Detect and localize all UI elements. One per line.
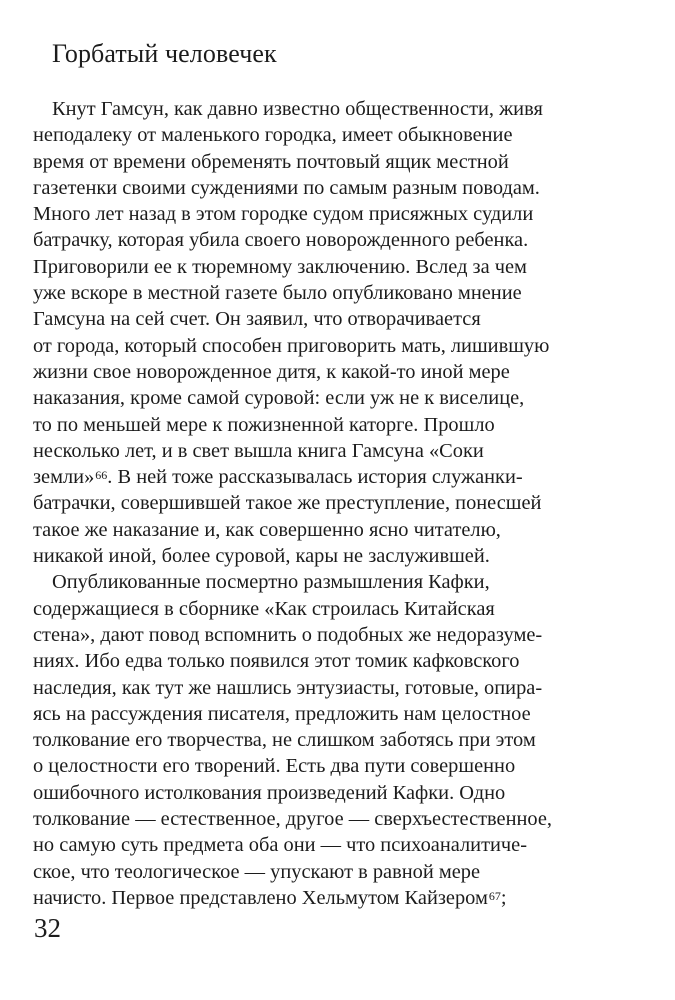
text-line: [33, 780, 643, 806]
line-text: начисто. Первое представлено Хельмутом Кайзером: [33, 886, 488, 909]
text-line: [33, 385, 643, 411]
line-text: ское, что теологическое — упускают в равной мере: [33, 860, 481, 883]
text-line: [33, 675, 643, 701]
line-text: ясь на рассуждения писателя, предложить нам целостное: [33, 702, 531, 725]
paragraph-first-line: [33, 569, 643, 595]
text-line: [33, 832, 643, 858]
text-line: [33, 885, 643, 911]
line-text: толкование — естественное, другое — сверхъестественное,: [33, 808, 553, 831]
line-text: наследия, как тут же нашлись энтузиасты, готовые, опира-: [33, 676, 543, 699]
page-number: 32: [34, 913, 61, 943]
line-text: жизни свое новорожденное дитя, к какой-то иной мере: [33, 360, 510, 383]
line-text: Приговорили ее к тюремному заключению. Вслед за чем: [33, 255, 527, 278]
text-line: [33, 306, 643, 332]
footnote-reference[interactable]: 67: [488, 888, 501, 903]
text-line: [33, 333, 643, 359]
line-text: Много лет назад в этом городке судом присяжных судили: [33, 203, 534, 226]
body-text: [33, 96, 643, 911]
text-line: [33, 701, 643, 727]
line-text: ниях. Ибо едва только появился этот томик кафковского: [33, 650, 520, 673]
line-text: Опубликованные посмертно размышления Кафки,: [52, 571, 490, 594]
text-line: [33, 622, 643, 648]
footnote-reference[interactable]: 66: [95, 468, 108, 483]
text-line: [33, 753, 643, 779]
line-text: ошибочного истолкования произведений Кафки. Одно: [33, 781, 506, 804]
line-text: о целостности его творений. Есть два пути совершенно: [33, 755, 516, 778]
text-line: [33, 122, 643, 148]
text-line: [33, 596, 643, 622]
text-line: [33, 517, 643, 543]
line-text: время от времени обременять почтовый ящик местной: [33, 150, 509, 173]
line-text: земли»: [33, 466, 95, 489]
line-text: толкование его творчества, не слишком заботясь при этом: [33, 729, 536, 752]
line-text: такое же наказание и, как совершенно ясно читателю,: [33, 518, 501, 541]
text-line: [33, 648, 643, 674]
text-line: [33, 280, 643, 306]
line-text: никакой иной, более суровой, кары не заслужившей.: [33, 545, 490, 568]
text-line: [33, 464, 643, 490]
paragraph-first-line: [33, 96, 643, 122]
line-text: несколько лет, и в свет вышла книга Гамсуна «Соки: [33, 439, 484, 462]
text-line: [33, 806, 643, 832]
text-line: [33, 727, 643, 753]
text-line: [33, 490, 643, 516]
text-line: [33, 201, 643, 227]
text-line: [33, 438, 643, 464]
line-text: наказания, кроме самой суровой: если уж не к виселице,: [33, 387, 525, 410]
line-text: стена», дают повод вспомнить о подобных же недоразуме-: [33, 623, 543, 646]
line-text: газетенки своими суждениями по самым разным поводам.: [33, 176, 540, 199]
page-title: Горбатый человечек: [52, 39, 277, 68]
text-line: [33, 359, 643, 385]
text-line: [33, 859, 643, 885]
text-line: [33, 412, 643, 438]
line-text-continued: . В ней тоже рассказывалась история служанки-: [107, 466, 523, 489]
line-text: батрачку, которая убила своего новорожденного ребенка.: [33, 229, 529, 252]
line-text: батрачки, совершившей такое же преступление, понесшей: [33, 492, 542, 515]
line-text: от города, который способен приговорить мать, лишившую: [33, 334, 550, 357]
line-text: Гамсуна на сей счет. Он заявил, что отворачивается: [33, 308, 481, 331]
line-text-continued: ;: [500, 886, 507, 909]
line-text: неподалеку от маленького городка, имеет обыкновение: [33, 124, 513, 147]
text-line: [33, 227, 643, 253]
line-text: но самую суть предмета оба они — что психоаналитиче-: [33, 834, 527, 857]
line-text: уже вскоре в местной газете было опубликовано мнение: [33, 282, 522, 305]
line-text: содержащиеся в сборнике «Как строилась Китайская: [33, 597, 495, 620]
text-line: [33, 149, 643, 175]
text-line: [33, 254, 643, 280]
line-text: то по меньшей мере к пожизненной каторге. Прошло: [33, 413, 495, 436]
text-line: [33, 175, 643, 201]
line-text: Кнут Гамсун, как давно известно общественности, живя: [52, 98, 543, 120]
text-line: [33, 543, 643, 569]
